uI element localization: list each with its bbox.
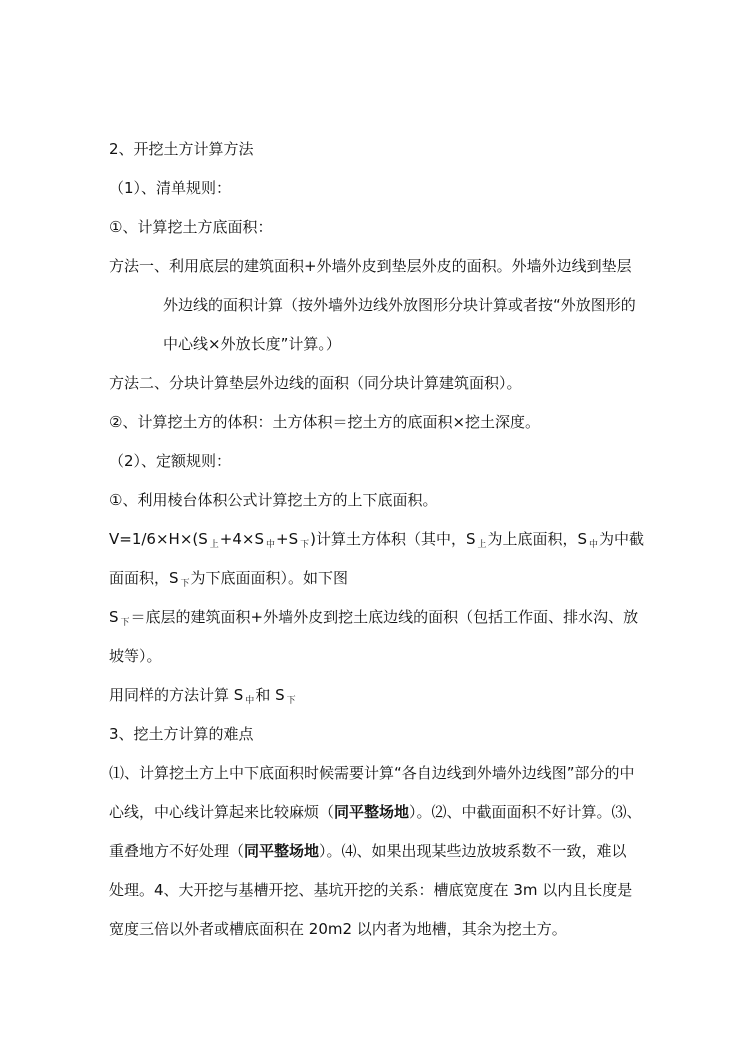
text-part: 重叠地方不好处理（ <box>109 842 245 860</box>
subsection-2: （2）、定额规则： <box>109 452 232 470</box>
bold-text: 同平整场地 <box>244 842 320 860</box>
formula-part: 为下底面面积）。如下图 <box>190 569 349 587</box>
text-part: S <box>109 608 119 626</box>
method-2: 方法二、分块计算垫层外边线的面积（同分块计算建筑面积）。 <box>109 374 522 392</box>
subscript: 上 <box>209 540 219 550</box>
subscript: 下 <box>120 618 130 628</box>
formula-part: 面面积，S <box>109 569 179 587</box>
text-part: ＝底层的建筑面积+外墙外皮到挖土底边线的面积（包括工作面、排水沟、放 <box>130 608 639 626</box>
subscript: 中 <box>589 540 599 550</box>
formula-line-2 <box>109 568 348 591</box>
bold-text: 同平整场地 <box>334 803 410 821</box>
formula-part: +S <box>276 530 299 548</box>
text-part: ）。⑷、如果出现某些边放坡系数不一致，难以 <box>319 842 627 860</box>
method-1-line-1: 方法一、利用底层的建筑面积+外墙外皮到垫层外皮的面积。外墙外边线到垫层 <box>109 257 632 275</box>
text-part: ）。⑵、中截面面积不好计算。⑶、 <box>409 803 642 821</box>
difficulty-line-4: 处理。4、大开挖与基槽开挖、基坑开挖的关系：槽底宽度在 3m 以内且长度是 <box>109 881 633 899</box>
subsection-1: （1）、清单规则： <box>109 179 232 197</box>
formula-part: 为中截 <box>599 530 645 548</box>
difficulty-line-2 <box>109 802 642 822</box>
subscript: 中 <box>265 540 275 550</box>
same-method-line <box>109 685 297 708</box>
subscript: 下 <box>300 540 310 550</box>
formula-part: V=1/6×H×(S <box>109 530 208 548</box>
subscript: 中 <box>245 696 255 706</box>
formula-part: )计算土方体积（其中，S <box>310 530 476 548</box>
difficulty-line-3 <box>109 841 627 861</box>
text-part: 心线，中心线计算起来比较麻烦（ <box>109 803 335 821</box>
subscript: 下 <box>286 696 296 706</box>
item-3: ①、利用棱台体积公式计算挖土方的上下底面积。 <box>109 491 438 509</box>
text-part: 用同样的方法计算 S <box>109 686 244 704</box>
difficulty-line-5: 宽度三倍以外者或槽底面积在 20m2 以内者为地槽，其余为挖土方。 <box>109 920 567 938</box>
subscript: 上 <box>477 540 487 550</box>
text-part: 和 S <box>255 686 285 704</box>
formula-part: +4×S <box>219 530 264 548</box>
difficulty-line-1: ⑴、计算挖土方上中下底面积时候需要计算“各自边线到外墙外边线图”部分的中 <box>109 764 635 782</box>
formula-line-1 <box>109 529 644 552</box>
method-1-line-3: 中心线×外放长度”计算。） <box>163 335 341 353</box>
item-2: ②、计算挖土方的体积：土方体积＝挖土方的底面积×挖土深度。 <box>109 413 541 431</box>
s-bottom-line-1 <box>109 607 638 630</box>
section-heading-2: 2、开挖土方计算方法 <box>109 140 254 158</box>
section-heading-3: 3、挖土方计算的难点 <box>109 725 254 743</box>
method-1-line-2: 外边线的面积计算（按外墙外边线外放图形分块计算或者按“外放图形的 <box>163 296 636 314</box>
item-1: ①、计算挖土方底面积： <box>109 218 273 236</box>
subscript: 下 <box>180 579 190 589</box>
s-bottom-line-2: 坡等）。 <box>109 647 162 665</box>
formula-part: 为上底面积，S <box>487 530 588 548</box>
